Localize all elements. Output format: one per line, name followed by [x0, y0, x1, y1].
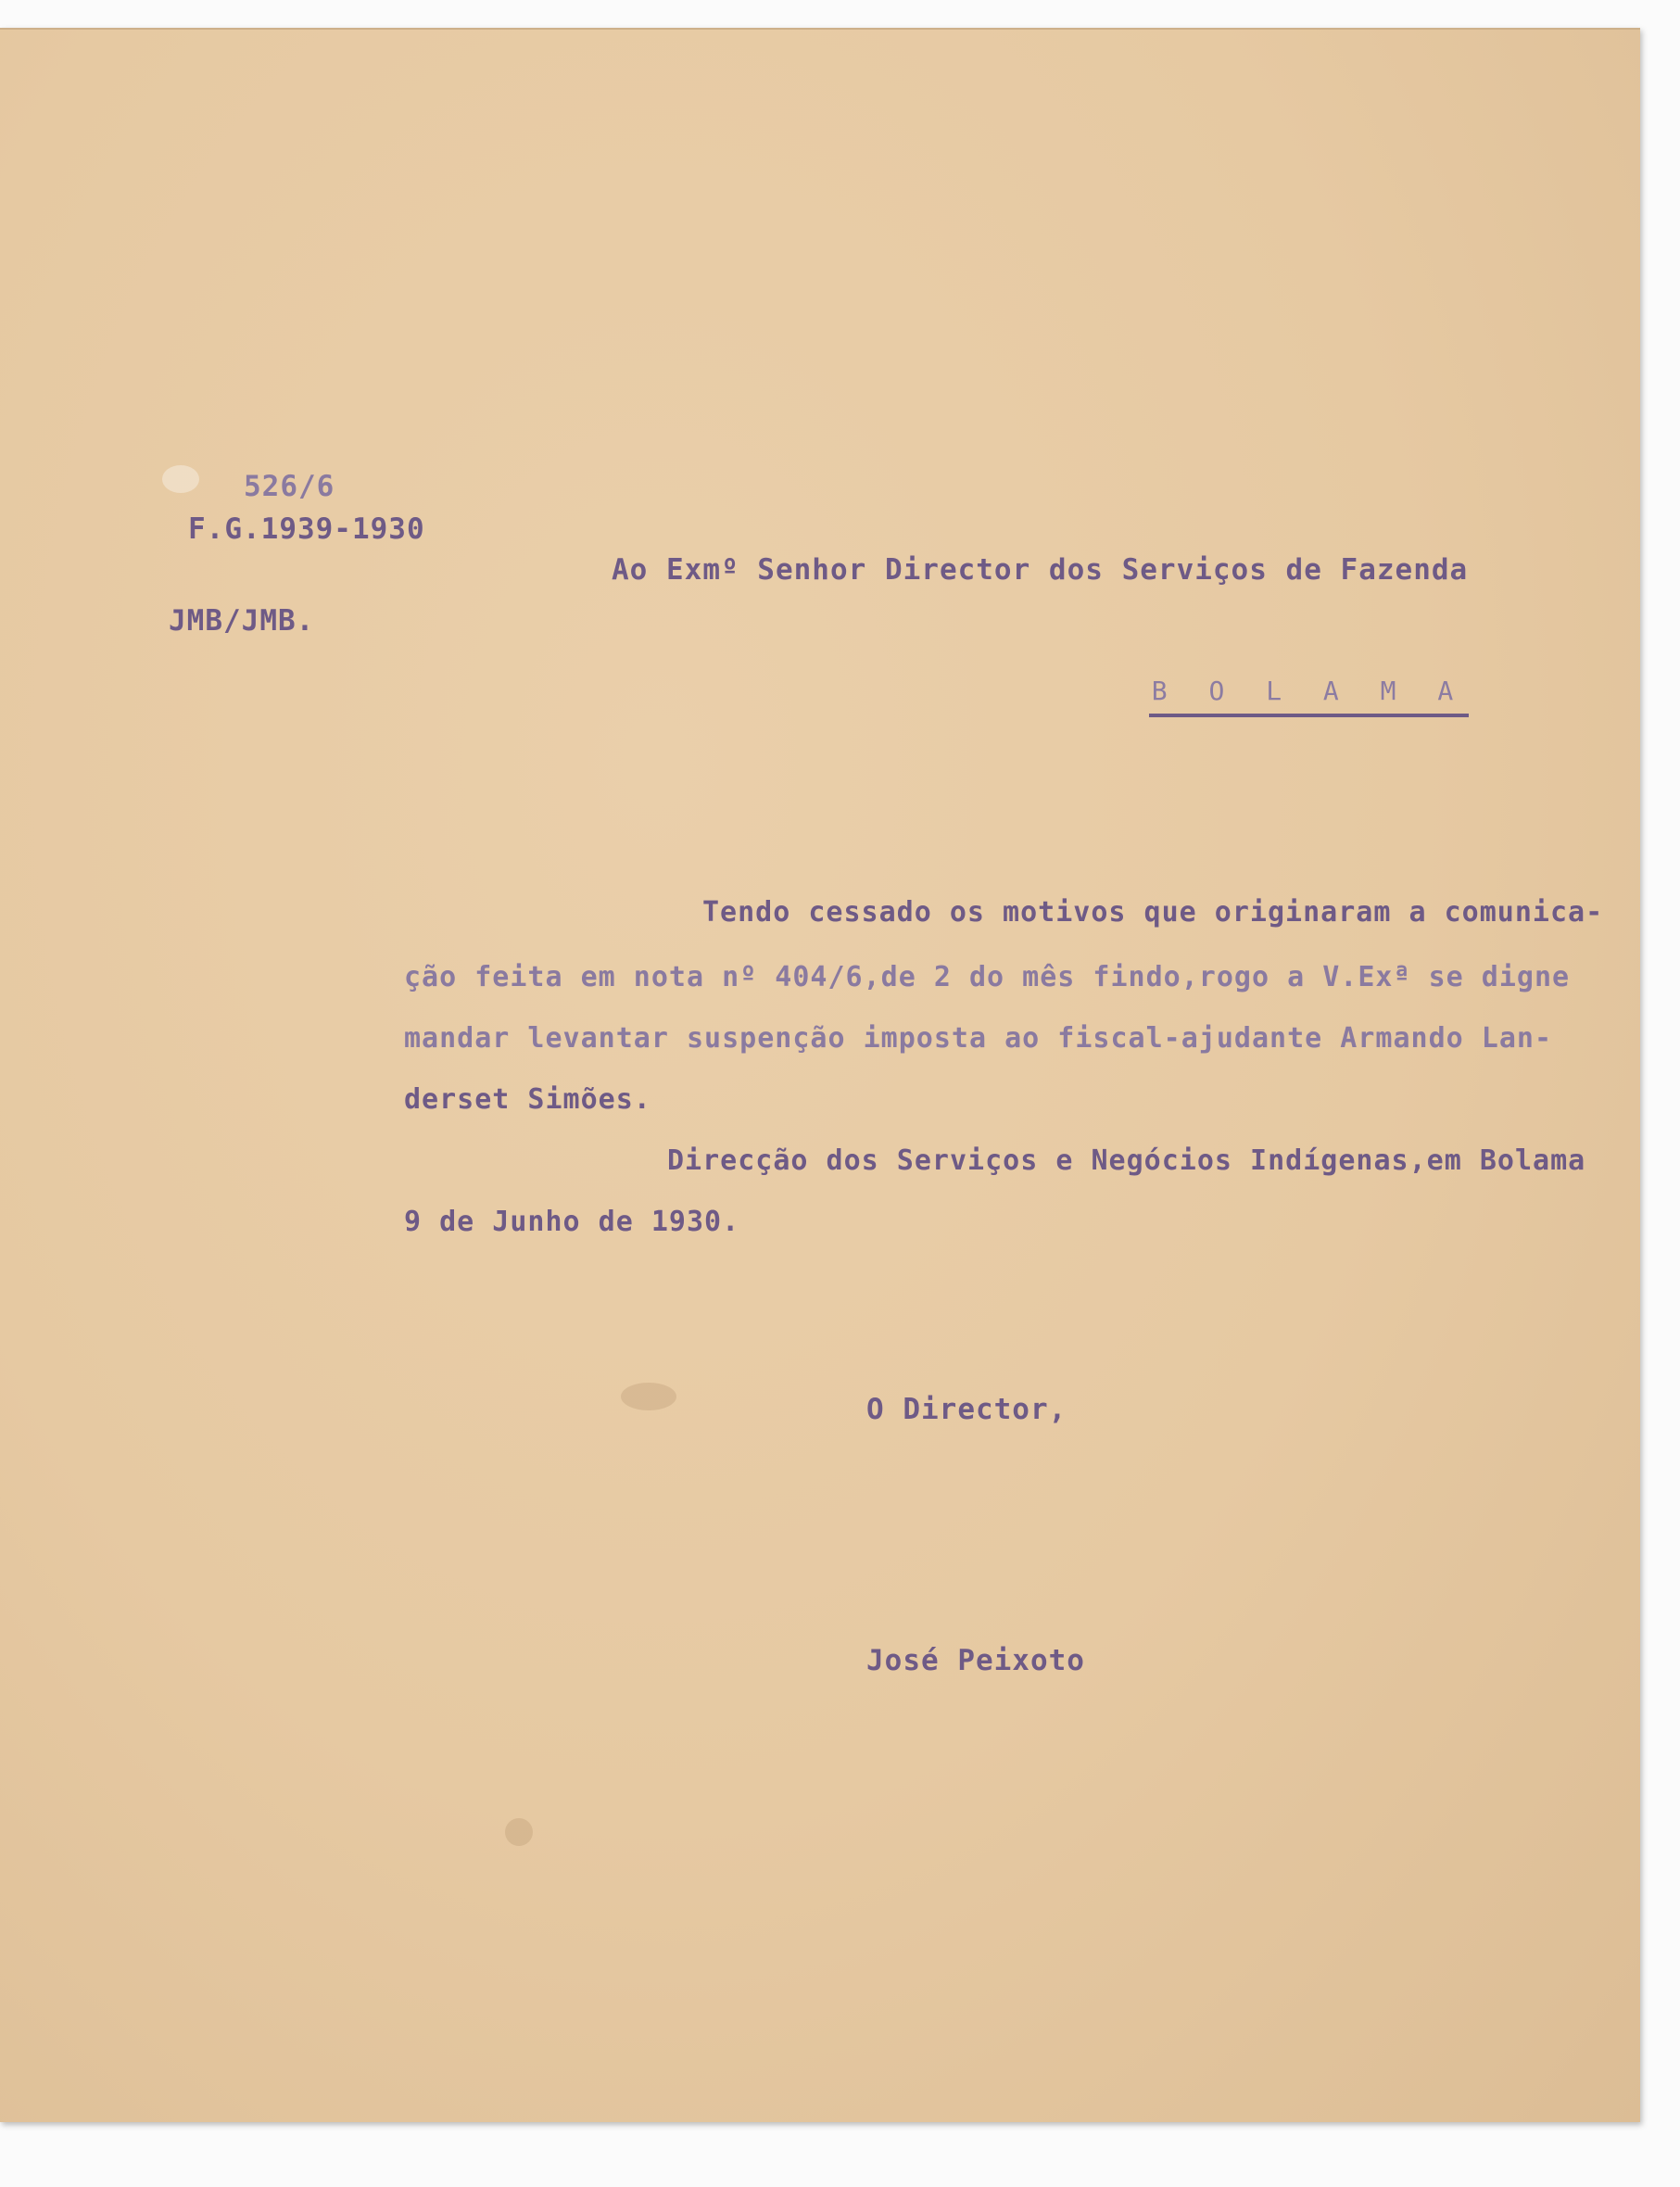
signature-title: O Director, [866, 1393, 1067, 1426]
addressee-line: Ao Exmº Senhor Director dos Serviços de Fazenda [612, 553, 1469, 587]
body-line: mandar levantar suspenção imposta ao fiscal-ajudante Armando Lan- [404, 1022, 1552, 1055]
body-line: ção feita em nota nº 404/6,de 2 do mês findo,rogo a V.Exª se digne [404, 961, 1571, 993]
initials: JMB/JMB. [169, 604, 315, 638]
reference-number: 526/6 [244, 470, 335, 503]
body-line: Tendo cessado os motivos que originaram a comunica- [702, 896, 1604, 929]
date-line: 9 de Junho de 1930. [404, 1206, 740, 1238]
paper-stain [162, 465, 199, 493]
paper-stain [621, 1383, 676, 1410]
addressee-place: B O L A M A [1149, 678, 1469, 717]
place-line: Direcção dos Serviços e Negócios Indígenas,em Bolama [667, 1144, 1586, 1177]
signature-name: José Peixoto [866, 1644, 1085, 1677]
file-reference: F.G.1939-1930 [188, 512, 425, 546]
document-page [0, 28, 1640, 2122]
body-line: derset Simões. [404, 1083, 651, 1116]
paper-stain [505, 1818, 533, 1846]
